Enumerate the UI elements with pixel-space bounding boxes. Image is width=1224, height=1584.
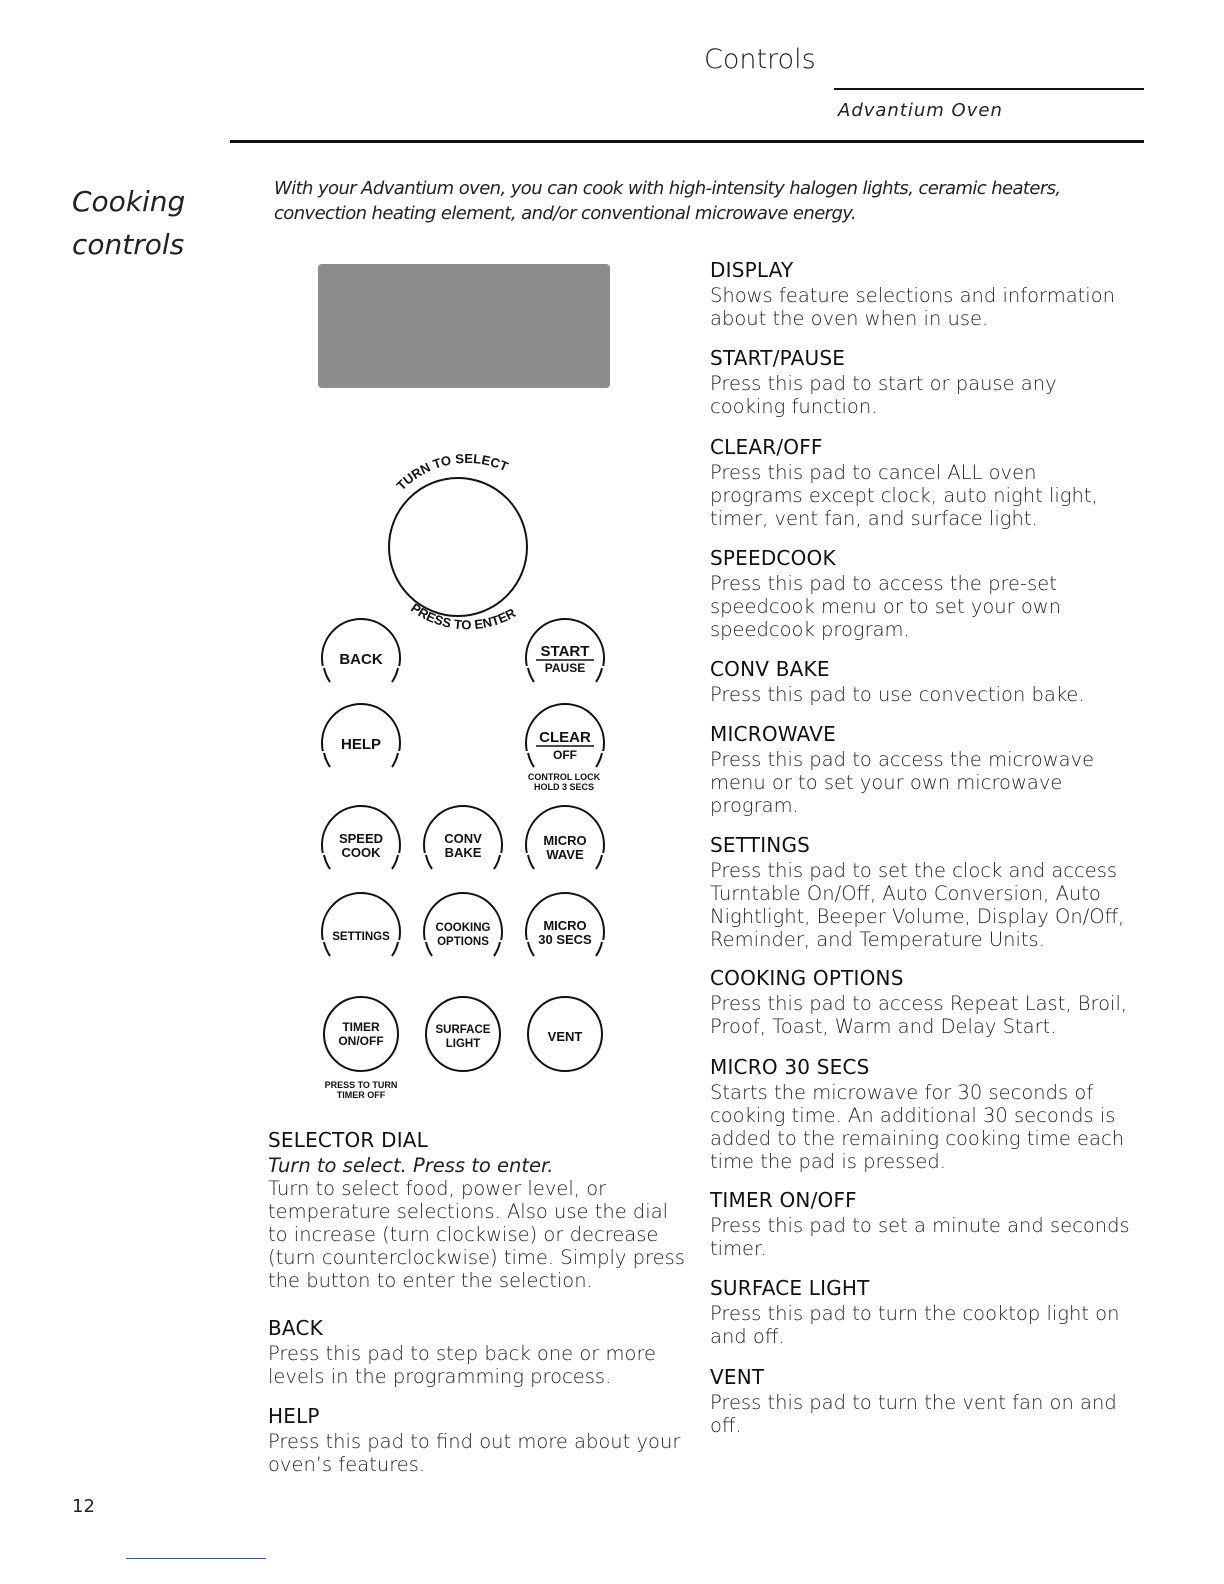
timer-note-label: PRESS TO TURN: [324, 1080, 398, 1090]
svg-text:TIMER: TIMER: [342, 1020, 380, 1034]
vent-section: [710, 1365, 1130, 1437]
control-panel-diagram: [280, 430, 660, 1120]
section-title: SELECTOR DIAL: [268, 1128, 429, 1152]
section-body: Starts the microwave for 30 seconds of cooking time. An additional 30 seconds is added to the remaining cooking time each time the pad is pressed.: [710, 1081, 1125, 1173]
vent-button[interactable]: [528, 997, 602, 1071]
cooking-options-section: [710, 966, 1130, 1038]
selector-dial-section: [268, 1128, 688, 1292]
micro-30-secs-button[interactable]: [522, 893, 608, 980]
microwave-button[interactable]: [522, 806, 608, 893]
section-body: Press this pad to set a minute and seconds timer.: [710, 1214, 1130, 1260]
svg-text:COOKING: COOKING: [435, 922, 491, 934]
settings-section: [710, 833, 1130, 951]
section-title: START/PAUSE: [710, 346, 846, 370]
svg-text:HELP: HELP: [340, 736, 382, 753]
dial-turn-to-select-label: TURN TO SELECT: [393, 450, 511, 494]
page-number: 12: [72, 1496, 95, 1517]
intro-text: With your Advantium oven, you can cook with high-intensity halogen lights, ceramic heaters, convection heating element, and/or conventional microwave energy.: [274, 178, 1061, 224]
svg-text:SPEED: SPEED: [338, 831, 384, 846]
section-title: SETTINGS: [710, 833, 811, 857]
page-header-subtitle: Advantium Oven: [838, 100, 1003, 121]
timer-note-label-2: TIMER OFF: [336, 1090, 386, 1100]
back-section: [268, 1316, 688, 1388]
section-title: SPEEDCOOK: [710, 546, 836, 570]
conv-bake-button[interactable]: [420, 806, 506, 893]
section-body: Press this pad to step back one or more levels in the programming process.: [268, 1342, 657, 1388]
section-subtitle: Turn to select. Press to enter.: [268, 1154, 554, 1177]
header-rule-long: [230, 140, 1144, 143]
svg-text:30 SECS: 30 SECS: [538, 932, 592, 947]
dial-press-to-enter-label: PRESS TO ENTER: [408, 600, 519, 633]
svg-text:CONV: CONV: [444, 831, 482, 846]
speedcook-button[interactable]: [318, 806, 404, 893]
svg-text:COOK: COOK: [341, 845, 381, 860]
svg-text:PAUSE: PAUSE: [544, 661, 586, 675]
section-body: Turn to select food, power level, or temperature selections. Also use the dial to increase (turn clockwise) or decrease (turn counterclockwise) time. Simply press the button to enter the selection.: [268, 1177, 685, 1292]
section-title: COOKING OPTIONS: [710, 966, 904, 990]
svg-text:START: START: [540, 643, 590, 660]
svg-text:SURFACE: SURFACE: [435, 1024, 491, 1036]
section-title: VENT: [710, 1365, 765, 1389]
svg-text:BAKE: BAKE: [444, 845, 482, 860]
svg-text:VENT: VENT: [547, 1029, 583, 1044]
section-body: Press this pad to turn the vent fan on and off.: [710, 1391, 1117, 1437]
svg-text:OPTIONS: OPTIONS: [437, 936, 489, 948]
back-button[interactable]: [318, 619, 404, 706]
conv-bake-section: [710, 657, 1130, 706]
section-title: CLEAR/OFF: [710, 435, 823, 459]
svg-text:ON/OFF: ON/OFF: [338, 1034, 384, 1048]
section-body: Shows feature selections and information about the oven when in use.: [710, 284, 1116, 330]
section-title: DISPLAY: [710, 258, 794, 282]
section-title: SURFACE LIGHT: [710, 1276, 870, 1300]
footer-link-line: [126, 1558, 266, 1559]
surface-light-section: [710, 1276, 1130, 1348]
cooking-options-button[interactable]: [420, 893, 506, 980]
section-body: Press this pad to access Repeat Last, Broil, Proof, Toast, Warm and Delay Start.: [710, 992, 1128, 1038]
speedcook-section: [710, 546, 1130, 641]
section-body: Press this pad to access the pre-set speedcook menu or to set your own speedcook program.: [710, 572, 1062, 641]
section-body: Press this pad to turn the cooktop light on and off.: [710, 1302, 1120, 1348]
svg-text:SETTINGS: SETTINGS: [332, 931, 390, 943]
header-rule-short: [834, 88, 1144, 90]
control-lock-label: CONTROL LOCK: [527, 772, 601, 782]
svg-text:MICRO: MICRO: [543, 918, 587, 933]
section-body: Press this pad to use convection bake.: [710, 683, 1085, 706]
display-panel-graphic: [318, 264, 610, 388]
surface-light-button[interactable]: [426, 997, 500, 1071]
section-body: Press this pad to cancel ALL oven programs except clock, auto night light, timer, vent fan, and surface light.: [710, 461, 1098, 530]
section-title: MICRO 30 SECS: [710, 1055, 870, 1079]
section-body: Press this pad to access the microwave menu or to set your own microwave program.: [710, 748, 1095, 817]
section-body: Press this pad to start or pause any cooking function.: [710, 372, 1057, 418]
help-section: [268, 1404, 688, 1476]
section-title: HELP: [268, 1404, 320, 1428]
help-button[interactable]: [318, 704, 404, 791]
svg-text:CLEAR: CLEAR: [539, 729, 591, 746]
start-pause-button[interactable]: [522, 619, 608, 706]
start-pause-section: [710, 346, 1130, 418]
display-section: [710, 258, 1130, 330]
clear-off-section: [710, 435, 1130, 530]
microwave-section: [710, 722, 1130, 817]
side-title-line2: controls: [72, 228, 185, 261]
control-lock-hold-label: HOLD 3 SECS: [533, 782, 595, 792]
svg-text:LIGHT: LIGHT: [445, 1038, 481, 1050]
section-title: CONV BAKE: [710, 657, 830, 681]
svg-text:WAVE: WAVE: [546, 847, 584, 862]
section-title: TIMER ON/OFF: [710, 1188, 857, 1212]
section-body: Press this pad to find out more about your oven’s features.: [268, 1430, 681, 1476]
svg-text:BACK: BACK: [339, 651, 383, 668]
selector-dial[interactable]: [389, 478, 527, 616]
section-side-title: [72, 180, 185, 266]
timer-on-off-section: [710, 1188, 1130, 1260]
svg-text:MICRO: MICRO: [543, 833, 587, 848]
svg-text:OFF: OFF: [553, 748, 577, 762]
side-title-line1: Cooking: [72, 185, 186, 218]
section-body: Press this pad to set the clock and access Turntable On/Off, Auto Conversion, Auto Nightlight, Beeper Volume, Display On/Off, Reminder, and Temperature Units.: [710, 859, 1125, 951]
timer-on-off-button[interactable]: [324, 997, 398, 1071]
settings-button[interactable]: [318, 893, 404, 980]
section-title: MICROWAVE: [710, 722, 836, 746]
section-title: BACK: [268, 1316, 323, 1340]
page-header-title: Controls: [704, 44, 816, 75]
micro-30-secs-section: [710, 1055, 1130, 1173]
